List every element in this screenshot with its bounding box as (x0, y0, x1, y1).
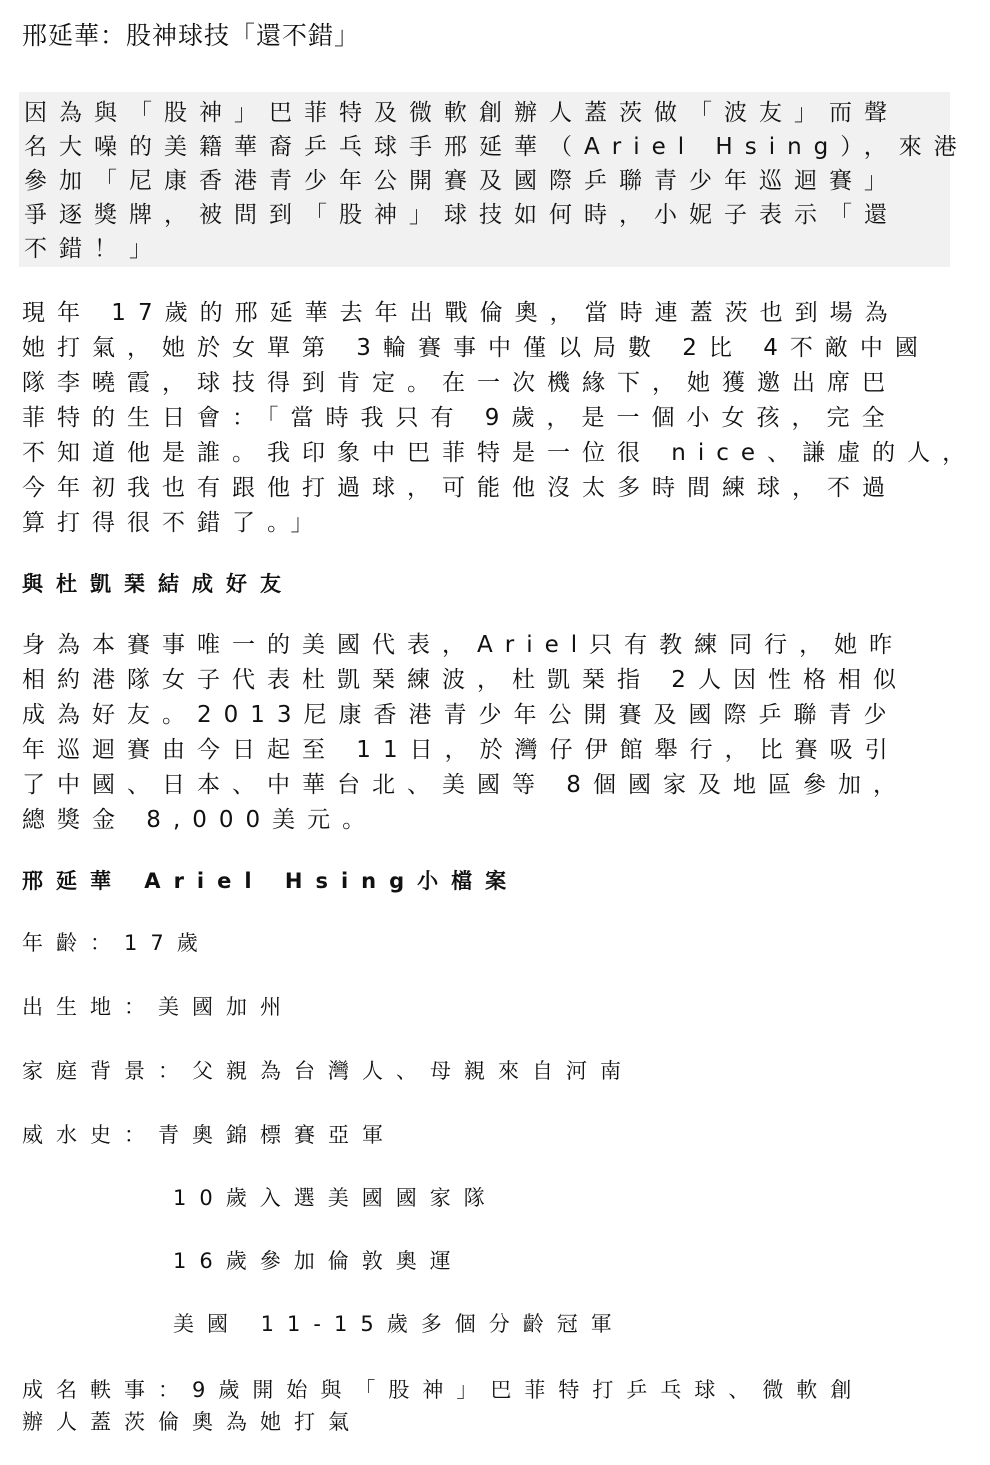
lead-line: 因為與「股神」巴菲特及微軟創辦人蓋茨做「波友」而聲 (24, 100, 899, 126)
body-line: 相約港隊女子代表杜凱琹練波，杜凱琹指 2人因性格相似 (22, 667, 908, 693)
body-line: 菲特的生日會：「當時我只有 9歲，是一個小女孩，完全 (22, 405, 897, 431)
body-line: 成為好友。2013尼康香港青少年公開賽及國際乒聯青少 (22, 702, 899, 728)
article-title: 邢延華：股神球技「還不錯」 (22, 21, 361, 50)
body-line: 總獎金 8,000美元。 (22, 807, 378, 833)
body-line: 算打得很不錯了。」 (22, 510, 326, 536)
body-line: 不知道他是誰。我印象中巴菲特是一位很 nice、謙虛的人， (22, 440, 978, 466)
profile-history: 威水史：青奧錦標賽亞軍 (22, 1123, 396, 1147)
body-line: 她打氣，她於女單第 3輪賽事中僅以局數 2比 4不敵中國 (22, 335, 930, 361)
body-line: 了中國、日本、中華台北、美國等 8個國家及地區參加， (22, 772, 908, 798)
body-line: 年巡迴賽由今日起至 11日，於灣仔伊館舉行，比賽吸引 (22, 737, 900, 763)
lead-line: 不錯！」 (24, 236, 164, 262)
profile-fame: 成名軼事：9歲開始與「股神」巴菲特打乒乓球、微軟創 (22, 1378, 865, 1402)
profile-history-item: 美國 11-15歲多個分齡冠軍 (173, 1312, 625, 1336)
lead-line: 名大噪的美籍華裔乒乓球手邢延華（Ariel Hsing），來港 (24, 134, 969, 160)
lead-line: 參加「尼康香港青少年公開賽及國際乒聯青少年巡迴賽」 (24, 168, 899, 194)
profile-history-item: 16歲參加倫敦奧運 (173, 1249, 464, 1273)
profile-birthplace: 出生地：美國加州 (22, 995, 294, 1019)
profile-heading: 邢延華 Ariel Hsing小檔案 (22, 869, 520, 893)
section-heading: 與杜凱琹結成好友 (22, 572, 294, 596)
profile-history-item: 10歲入選美國國家隊 (173, 1186, 498, 1210)
profile-age: 年齡：17歲 (22, 931, 211, 955)
lead-line: 爭逐獎牌，被問到「股神」球技如何時，小妮子表示「還 (24, 202, 899, 228)
body-line: 今年初我也有跟他打過球，可能他沒太多時間練球，不過 (22, 475, 897, 501)
profile-fame: 辦人蓋茨倫奧為她打氣 (22, 1410, 362, 1434)
body-line: 隊李曉霞，球技得到肯定。在一次機緣下，她獲邀出席巴 (22, 370, 897, 396)
body-line: 現年 17歲的邢延華去年出戰倫奧，當時連蓋茨也到場為 (22, 300, 900, 326)
profile-family: 家庭背景：父親為台灣人、母親來自河南 (22, 1059, 634, 1083)
body-line: 身為本賽事唯一的美國代表，Ariel只有教練同行，她昨 (22, 632, 905, 658)
